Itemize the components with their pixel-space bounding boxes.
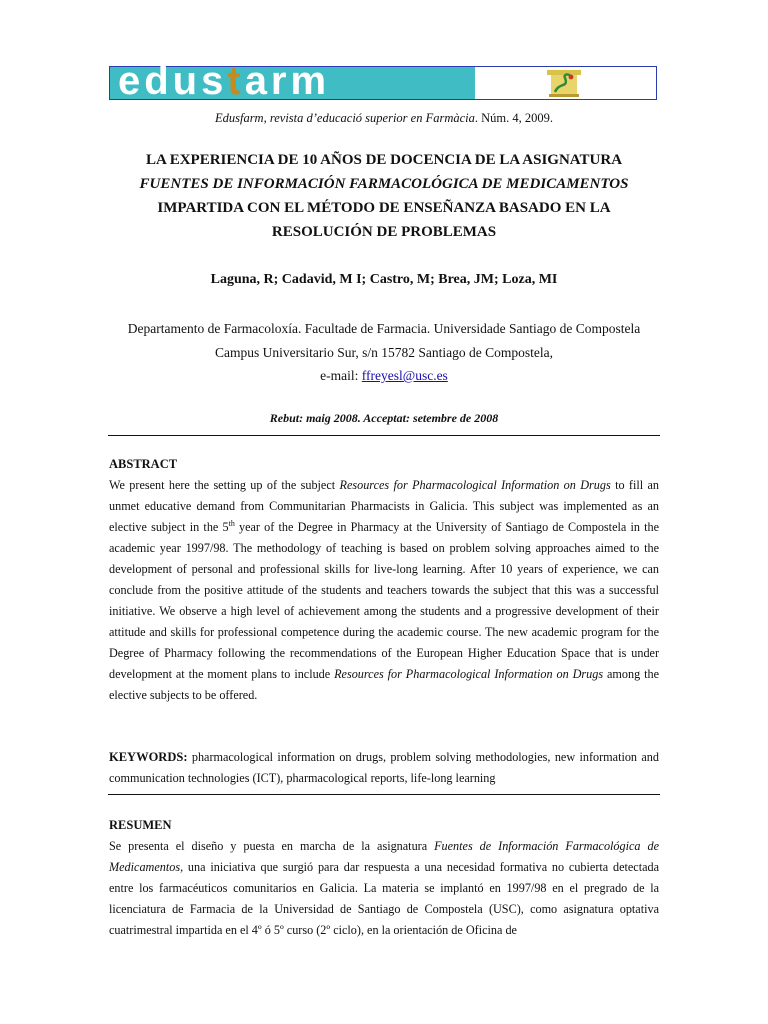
journal-banner	[109, 59, 657, 103]
keywords-label: KEYWORDS:	[109, 750, 188, 764]
resumen-text-2: , una iniciativa que surgió para dar respuesta a una necesidad formativa no cubierta detectada entre los farmacéuticos comunitarios en Galicia. La materia se implantó en 1997/98 en el pregrado de la licenciatura de Farmacia de la Universidad de Santiago de Compostela (USC), como asignatura optativa cuatrimestral impartida en el 4º ó 5º curso (2º ciclo), en la orientación de Oficina de	[109, 860, 659, 937]
received-accepted-dates: Rebut: maig 2008. Acceptat: setembre de 2008	[269, 411, 499, 425]
journal-name: Edusfarm, revista d’educació superior en Farmàcia	[214, 111, 475, 125]
abstract-body	[109, 475, 659, 706]
divider-bottom	[108, 794, 660, 795]
abstract-text-4: among the elective subjects to be offered.	[109, 667, 659, 702]
abstract-heading: ABSTRACT	[109, 457, 178, 471]
affiliation-line-2: Campus Universitario Sur, s/n 15782 Santiago de Compostela,	[214, 344, 554, 360]
abstract-text-2: to fill an unmet educative demand from Communitarian Pharmacists in Galicia. This subject was implemented as an elective subject in the 5	[109, 478, 660, 534]
logo-text-part1: edus	[118, 59, 228, 103]
abstract-subject-1: Resources for Pharmacological Information on Drugs	[339, 478, 611, 492]
resumen-section	[109, 815, 659, 941]
email-label: e-mail:	[320, 368, 362, 383]
abstract-section	[109, 454, 659, 706]
keywords-section	[109, 747, 659, 789]
journal-citation	[0, 111, 768, 126]
resumen-heading: RESUMEN	[109, 818, 172, 832]
logo-text-part2: arm	[244, 59, 331, 103]
title-line-1: LA EXPERIENCIA DE 10 AÑOS DE DOCENCIA DE LA ASIGNATURA	[145, 152, 623, 168]
abstract-subject-2: Resources for Pharmacological Information on Drugs	[334, 667, 604, 681]
authors: Laguna, R; Cadavid, M I; Castro, M; Brea, JM; Loza, MI	[210, 272, 558, 287]
affiliation	[0, 317, 768, 388]
edusfarm-logo	[118, 61, 330, 101]
affiliation-email-line	[0, 364, 768, 388]
title-line-2: FUENTES DE INFORMACIÓN FARMACOLÓGICA DE MEDICAMENTOS	[139, 176, 629, 192]
affiliation-line-1: Departamento de Farmacoloxía. Facultade de Farmacia. Universidade Santiago de Compostela	[127, 321, 641, 336]
resumen-text-1: Se presenta el diseño y puesta en marcha de la asignatura	[109, 839, 435, 853]
resumen-body	[109, 836, 659, 941]
title-line-4: RESOLUCIÓN DE PROBLEMAS	[271, 224, 497, 240]
abstract-superscript: th	[228, 518, 235, 528]
paper-title	[0, 148, 768, 244]
abstract-text-3: year of the Degree in Pharmacy at the University of Santiago de Compostela in the academic year 1997/98. The methodology of teaching is based on problem solving approaches aimed to the development of personal and professional skills for live-long learning. After 10 years of experience, we can conclude from the positive attitude of the students and teachers towards the subject that this was a successful initiative. We observe a high level of achievement among the students and a progressive development of their attitude and skills for professional competence during the academic course. The new academic program for the Degree of Pharmacy following the recommendations of the European Higher Education Space that is under development at the moment plans to include	[109, 520, 659, 681]
title-line-3: IMPARTIDA CON EL MÉTODO DE ENSEÑANZA BASADO EN LA	[157, 200, 611, 216]
logo-text-t: t	[227, 59, 245, 103]
resumen-subject: Fuentes de Información Farmacológica de Medicamentos	[109, 839, 659, 874]
divider-top	[108, 435, 660, 436]
keywords-text: pharmacological information on drugs, problem solving methodologies, new information and communication technologies (ICT), pharmacological reports, life-long learning	[109, 750, 659, 785]
pharmacy-emblem-icon	[535, 68, 595, 98]
email-link[interactable]: ffreyesl@usc.es	[361, 368, 448, 383]
journal-issue: . Núm. 4, 2009.	[474, 111, 554, 125]
abstract-text-1: We present here the setting up of the subject	[109, 478, 340, 492]
